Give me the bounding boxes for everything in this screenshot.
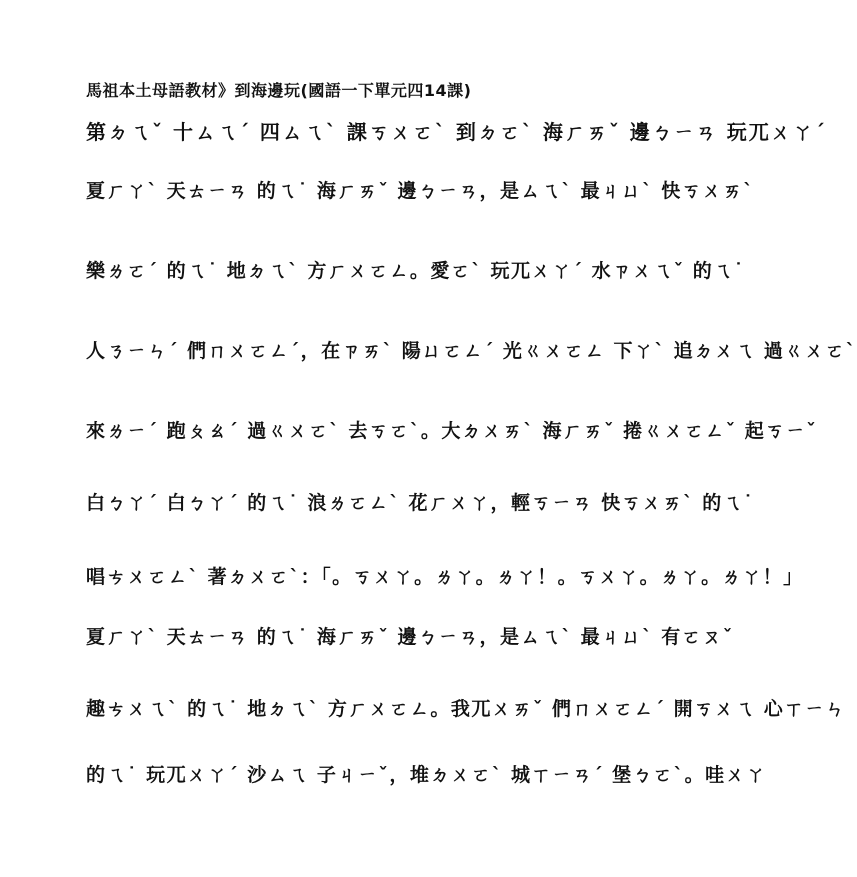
text-line: 趣ㄘㄨㄟˋ 的ㄟ˙ 地ㄉㄟˋ 方ㄏㄨㄛㄥ。我ㄫㄨㄞˇ 們ㄇㄨㄛㄥˊ 開ㄎㄨㄟ 心ㄒㄧㄣ [86, 698, 846, 720]
text-line: 來ㄌㄧˊ 跑ㄆㄠˊ 過ㄍㄨㄛˋ 去ㄎㄛˋ。大ㄉㄨㄞˋ 海ㄏㄞˇ 捲ㄍㄨㄛㄥˇ 起ㄎㄧˇ [86, 420, 818, 442]
text-line: 唱ㄘㄨㄛㄥˋ 著ㄉㄨㄛˋ：「。ㄎㄨㄚ。ㄌㄚ。ㄌㄚ！。ㄎㄨㄚ。ㄌㄚ。ㄌㄚ！」 [86, 566, 804, 588]
text-line: 的ㄟ˙ 玩ㄫㄨㄚˊ 沙ㄙㄟ 子ㄐㄧˇ，堆ㄉㄨㄛˋ 城ㄒㄧㄢˊ 堡ㄅㄛˋ。哇ㄨㄚ [86, 764, 767, 786]
text-line: 夏ㄏㄚˋ 天ㄊㄧㄢ 的ㄟ˙ 海ㄏㄞˇ 邊ㄅㄧㄢ，是ㄙㄟˋ 最ㄐㄩˋ 有ㄛㄡˇ [86, 626, 734, 648]
lesson-title: 第ㄉㄟˇ 十ㄙㄟˊ 四ㄙㄟˋ 課ㄎㄨㄛˋ 到ㄉㄛˋ 海ㄏㄞˇ 邊ㄅㄧㄢ 玩ㄫㄨㄚˊ [86, 120, 827, 144]
text-line: 白ㄅㄚˊ 白ㄅㄚˊ 的ㄟ˙ 浪ㄌㄛㄥˋ 花ㄏㄨㄚ，輕ㄎㄧㄢ 快ㄎㄨㄞˋ 的ㄟ˙ [86, 492, 755, 514]
text-line: 人ㄋㄧㄣˊ 們ㄇㄨㄛㄥˊ，在ㄗㄞˋ 陽ㄩㄛㄥˊ 光ㄍㄨㄛㄥ 下ㄚˋ 追ㄉㄨㄟ 過ㄍㄨㄛˋ [86, 340, 857, 362]
text-line: 夏ㄏㄚˋ 天ㄊㄧㄢ 的ㄟ˙ 海ㄏㄞˇ 邊ㄅㄧㄢ，是ㄙㄟˋ 最ㄐㄩˋ 快ㄎㄨㄞˋ [86, 180, 755, 202]
document-header: 馬祖本土母語教材》到海邊玩(國語一下單元四14課) [86, 81, 472, 100]
text-line: 樂ㄌㄛˊ 的ㄟ˙ 地ㄉㄟˋ 方ㄏㄨㄛㄥ。愛ㄛˋ 玩ㄫㄨㄚˊ 水ㄗㄨㄟˇ 的ㄟ˙ [86, 260, 745, 282]
